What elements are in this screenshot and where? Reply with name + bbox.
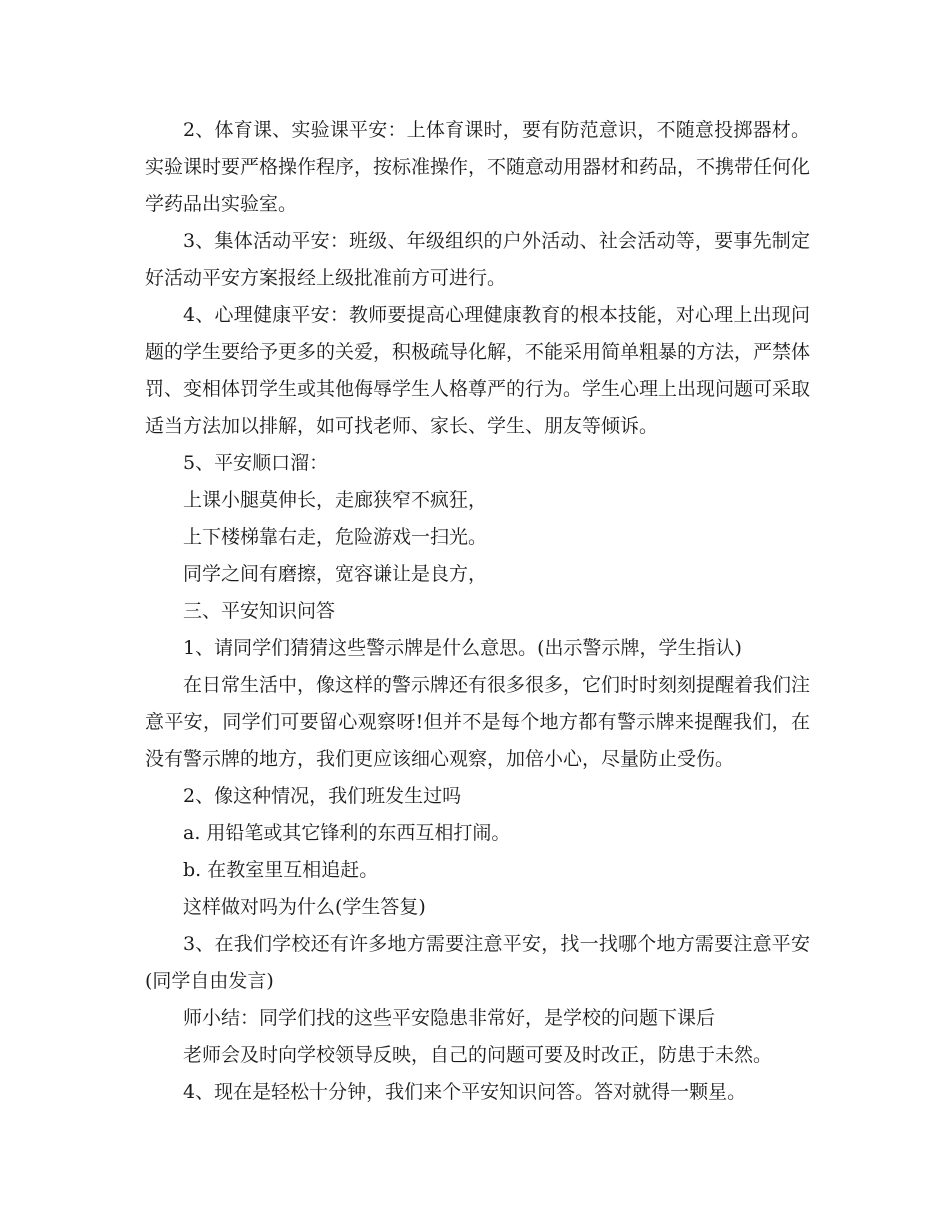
document-body: [145, 112, 810, 1111]
paragraph-quiz-intro: 4、现在是轻松十分钟，我们来个平安知识问答。答对就得一颗星。: [183, 1081, 747, 1103]
paragraph-is-it-right: 这样做对吗为什么(学生答复): [183, 896, 426, 918]
list-item-a: a. 用铅笔或其它锋利的东西互相打闹。: [183, 822, 511, 844]
paragraph-pe-lab-safety: 2、体育课、实验课平安：上体育课时，要有防范意识，不随意投掷器材。实验课时要严格操作程序，按标准操作，不随意动用器材和药品，不携带任何化学药品出实验室。: [145, 119, 811, 215]
paragraph-warning-signs: 1、请同学们猜猜这些警示牌是什么意思。(出示警示牌，学生指认): [183, 637, 742, 659]
list-item-b: b. 在教室里互相追赶。: [183, 859, 379, 881]
paragraph-group-activity-safety: 3、集体活动平安：班级、年级组织的户外活动、社会活动等，要事先制定好活动平安方案报经上级批准前方可进行。: [145, 230, 810, 289]
paragraph-rhyme-line-3: 同学之间有磨擦，宽容谦让是良方，: [183, 563, 488, 585]
paragraph-rhyme-line-2: 上下楼梯靠右走，危险游戏一扫光。: [183, 526, 488, 548]
paragraph-mental-health-safety: 4、心理健康平安：教师要提高心理健康教育的根本技能，对心理上出现问题的学生要给予更多的关爱，积极疏导化解，不能采用简单粗暴的方法，严禁体罚、变相体罚学生或其他侮辱学生人格尊严的行为。学生心理上出现问题可采取适当方法加以排解，如可找老师、家长、学生、朋友等倾诉。: [145, 304, 811, 437]
paragraph-daily-life-signs: 在日常生活中，像这样的警示牌还有很多很多，它们时时刻刻提醒着我们注意平安，同学们可要留心观察呀!但并不是每个地方都有警示牌来提醒我们，在没有警示牌的地方，我们更应该细心观察，加倍小心，尽量防止受伤。: [145, 674, 811, 770]
paragraph-safety-rhyme-heading: 5、平安顺口溜：: [183, 452, 329, 474]
section-heading-safety-quiz: 三、平安知识问答: [183, 600, 336, 622]
paragraph-rhyme-line-1: 上课小腿莫伸长，走廊狭窄不疯狂，: [183, 489, 488, 511]
paragraph-teacher-summary: 师小结：同学们找的这些平安隐患非常好，是学校的问题下课后: [183, 1007, 716, 1029]
paragraph-teacher-report: 老师会及时向学校领导反映，自己的问题可要及时改正，防患于未然。: [183, 1044, 773, 1066]
paragraph-class-situation: 2、像这种情况，我们班发生过吗: [183, 785, 462, 807]
paragraph-find-hazards: 3、在我们学校还有许多地方需要注意平安，找一找哪个地方需要注意平安(同学自由发言): [145, 933, 810, 992]
